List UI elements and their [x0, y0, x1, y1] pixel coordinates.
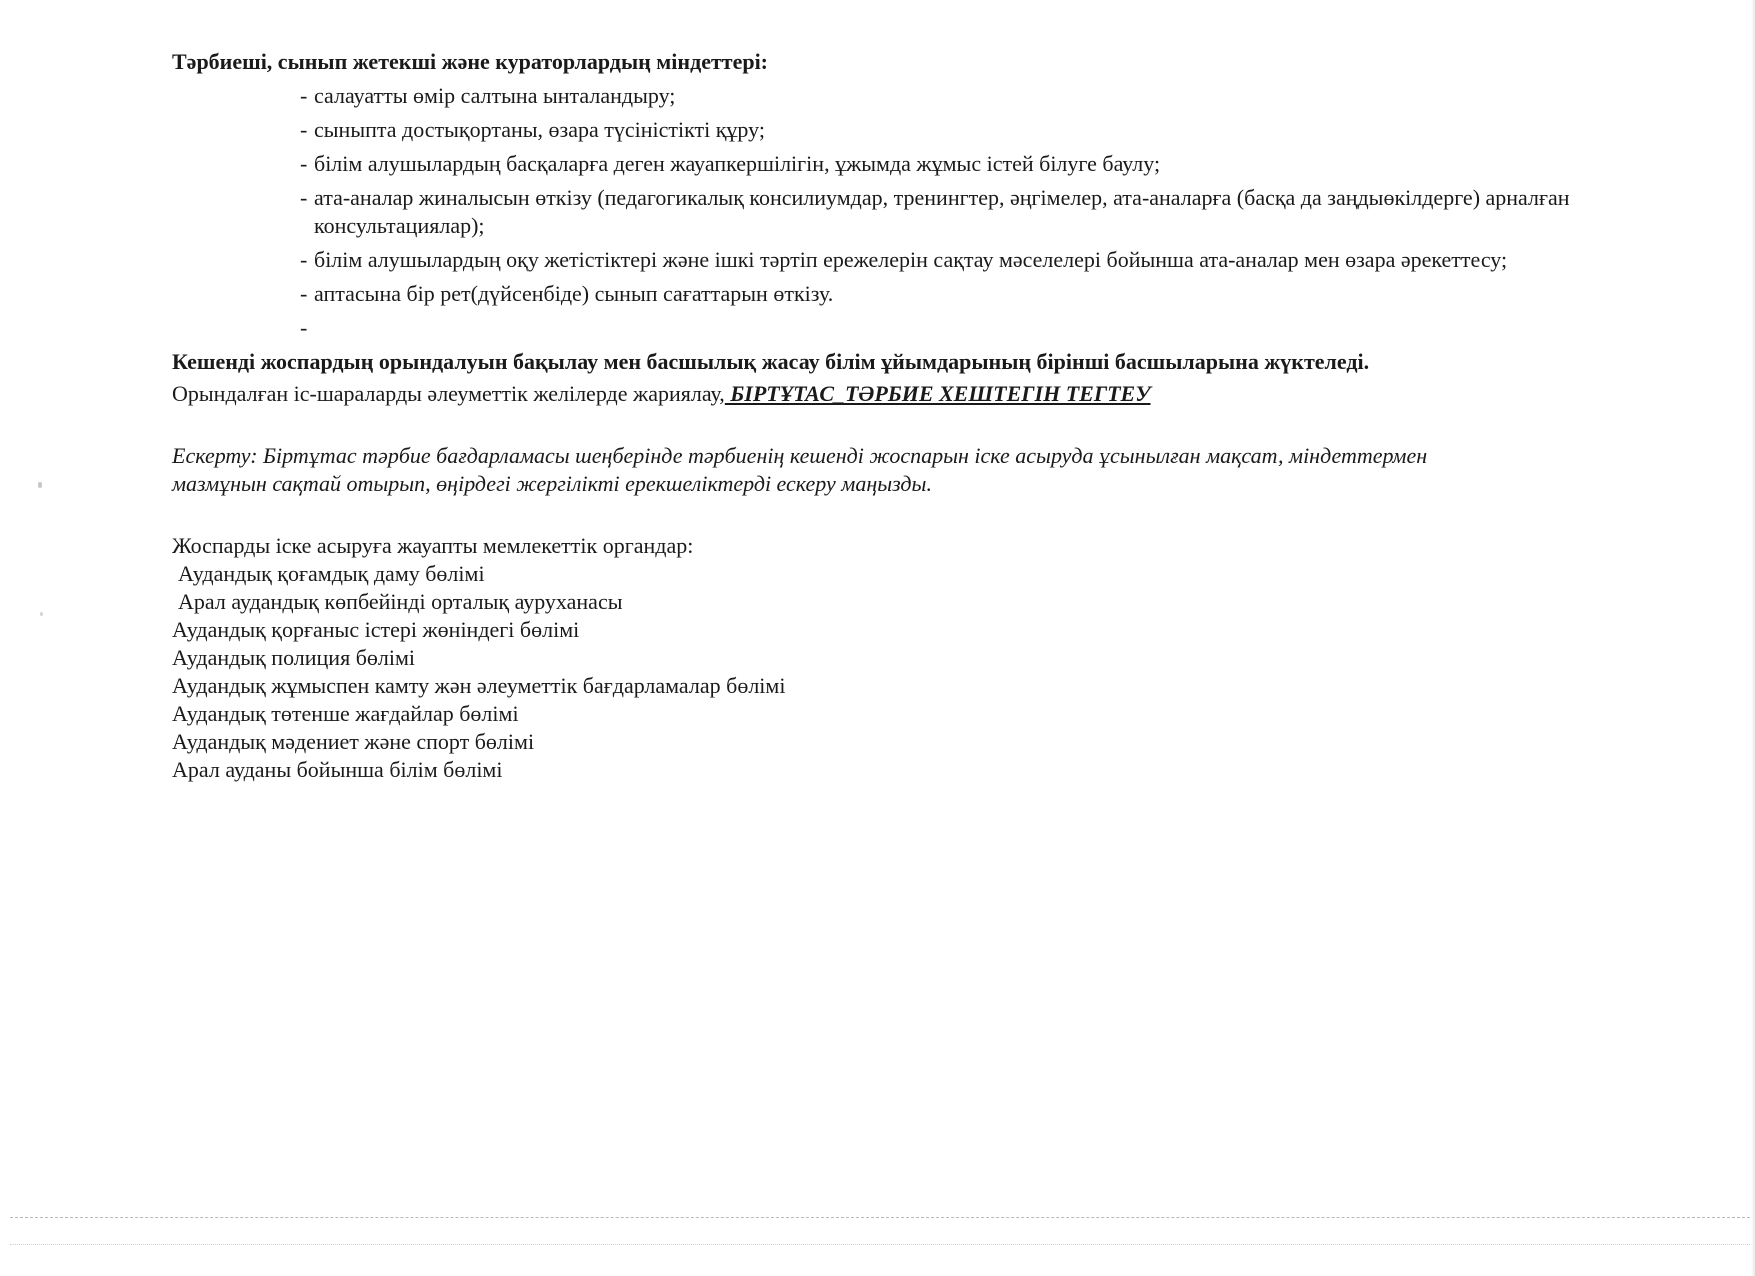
body-item: Аудандық қорғаныс істері жөніндегі бөлімі — [172, 617, 580, 642]
body-item: Аудандық полиция бөлімі — [172, 645, 416, 670]
publish-text: Орындалған іс-шараларды әлеуметтік желілерде жариялау, — [172, 381, 725, 406]
dash-marker: - — [300, 151, 308, 176]
dash-marker: - — [300, 185, 308, 210]
duties-list — [172, 82, 1572, 342]
duty-text: аптасына бір рет(дүйсенбіде) сынып сағаттарын өткізу. — [314, 281, 834, 306]
hashtag-text: БІРТҰТАС_ТӘРБИЕ ХЕШТЕГІН ТЕГТЕУ — [724, 381, 1151, 406]
responsible-bodies-list — [172, 560, 1572, 784]
body-item: Арал ауданы бойынша білім бөлімі — [172, 757, 503, 782]
dash-marker: - — [300, 117, 308, 142]
responsible-bodies-title: Жоспарды іске асыруға жауапты мемлекеттік органдар: — [172, 533, 694, 558]
control-statement: Кешенді жоспардың орындалуын бақылау мен басшылық жасау білім ұйымдарының бірінші басшыларына жүктеледі. — [172, 349, 1370, 374]
duty-text: білім алушылардың оқу жетістіктері және ішкі тәртіп ережелерін сақтау мәселелері бойынша ата-аналар мен өзара әрекеттесу; — [314, 247, 1508, 272]
duty-item — [300, 246, 1572, 274]
duty-item — [300, 184, 1572, 240]
scan-artifact-line — [10, 1244, 1750, 1245]
dash-marker: - — [300, 315, 308, 340]
duty-item — [300, 116, 1572, 144]
scan-speck — [40, 612, 43, 616]
duty-item — [300, 280, 1572, 308]
duty-text: сыныпта достықортаны, өзара түсіністікті құру; — [314, 117, 765, 142]
dash-marker: - — [300, 281, 308, 306]
duty-text: білім алушылардың басқаларға деген жауапкершілігін, ұжымда жұмыс істей білуге баулу; — [314, 151, 1161, 176]
dash-marker: - — [300, 83, 308, 108]
note-paragraph: Ескерту: Біртұтас тәрбие бағдарламасы шеңберінде тәрбиенің кешенді жоспарын іске асыруда ұсынылған мақсат, міндеттермен мазмұнын сақтай отырып, өңірдегі жергілікті ерекшеліктерді ескеру маңызды. — [172, 443, 1428, 496]
duty-item-empty — [300, 314, 1572, 342]
scan-edge-shadow — [1751, 0, 1755, 1276]
document-body — [172, 48, 1572, 784]
duty-item — [300, 82, 1572, 110]
body-item: Аудандық төтенше жағдайлар бөлімі — [172, 701, 519, 726]
duty-item — [300, 150, 1572, 178]
duties-heading: Тәрбиеші, сынып жетекші және кураторлардың міндеттері: — [172, 49, 769, 74]
body-item: Аудандық мәдениет және спорт бөлімі — [172, 729, 535, 754]
body-item: Аудандық қоғамдық даму бөлімі — [178, 561, 485, 586]
scan-artifact-line — [10, 1217, 1750, 1218]
duty-text: салауатты өмір салтына ынталандыру; — [314, 83, 676, 108]
body-item: Арал аудандық көпбейінді орталық ауруханасы — [178, 589, 623, 614]
publish-statement — [172, 380, 1572, 408]
body-item: Аудандық жұмыспен камту жән әлеуметтік бағдарламалар бөлімі — [172, 673, 786, 698]
dash-marker: - — [300, 247, 308, 272]
duty-text: ата-аналар жиналысын өткізу (педагогикалық консилиумдар, тренингтер, әңгімелер, ата-аналарға (басқа да заңдыөкілдерге) арналған консультациялар); — [314, 185, 1570, 238]
scan-speck — [38, 482, 42, 488]
